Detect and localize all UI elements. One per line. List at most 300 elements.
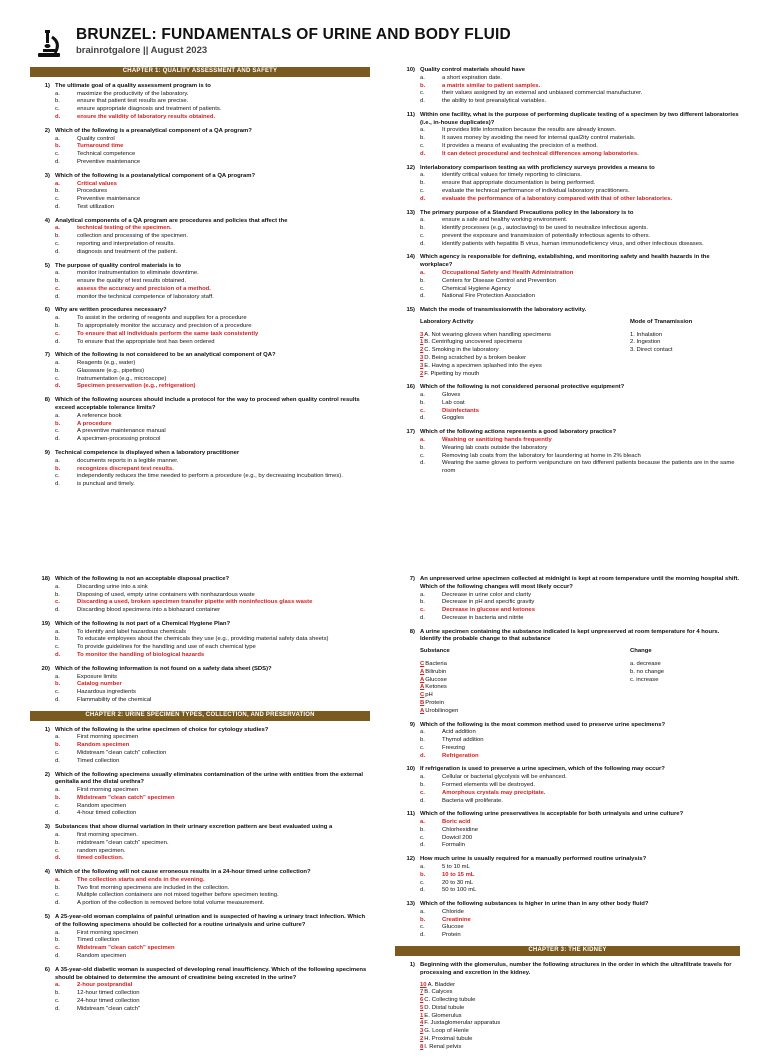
- option-letter: a.: [55, 180, 60, 187]
- correct-option: [420, 83, 740, 91]
- option-text: a short expiration date.: [442, 74, 502, 81]
- question-item: [395, 307, 740, 378]
- option-text: Dowicil 200: [442, 834, 473, 841]
- question-number: 3): [44, 172, 50, 179]
- question-header: [395, 766, 740, 774]
- option: [420, 880, 740, 888]
- option: [55, 803, 370, 811]
- question-item: [30, 307, 370, 346]
- matching-header-left: Substance: [420, 648, 450, 655]
- option-letter: b.: [420, 277, 425, 284]
- option-letter: d.: [55, 900, 60, 907]
- option-text: is punctual and timely.: [77, 481, 135, 488]
- option-letter: d.: [420, 797, 425, 804]
- option: [420, 615, 740, 623]
- matching-row: [420, 677, 740, 685]
- option: [55, 892, 370, 900]
- sequence-answer: 7: [420, 989, 424, 996]
- question-item: [30, 666, 370, 705]
- question-text: A 35-year-old diabetic woman is suspected of developing renal insufficiency. Which of the following specimens should be obtained to determine the amount of creatinine being excreted in the urine?: [55, 966, 367, 981]
- correct-option: [55, 652, 370, 660]
- option-list: [55, 629, 370, 660]
- correct-option: [55, 114, 370, 122]
- option-letter: a.: [55, 628, 60, 635]
- option: [55, 750, 370, 758]
- question-text: Which of the following sources should include a protocol for the way to proceed when quality control results exceed acceptable tolerance limits?: [55, 397, 360, 412]
- option-letter: a.: [55, 270, 60, 277]
- question-number: 1): [44, 82, 50, 89]
- option-letter: a.: [420, 392, 425, 399]
- option-letter: d.: [420, 415, 425, 422]
- option-list: [55, 584, 370, 615]
- option-letter: d.: [55, 1005, 60, 1012]
- matching-choice: 1. Inhalation: [630, 331, 663, 338]
- option: [55, 360, 370, 368]
- option-letter: a.: [420, 269, 425, 276]
- option: [420, 286, 740, 294]
- option-letter: d.: [420, 98, 425, 105]
- matching-row: [420, 347, 740, 355]
- sequence-answer: 5: [420, 1004, 424, 1011]
- option-text: Disposing of used, empty urine containers with nonhazardous waste: [77, 591, 255, 598]
- option-text: 2-hour postprandial: [77, 982, 133, 989]
- sequence-answer: 3: [420, 1028, 424, 1035]
- question-header: [395, 576, 740, 592]
- option-text: ensure that appropriate documentation is being performed.: [442, 180, 596, 187]
- option-text: Hazardous ingredients: [77, 689, 136, 696]
- question-number: 6): [44, 966, 50, 973]
- matching-row: [420, 684, 740, 692]
- option-text: their values assigned by an external and unbiased commercial manufacturer.: [442, 90, 643, 97]
- sequence-row: [420, 982, 740, 990]
- option-text: Refrigeration: [442, 752, 479, 759]
- correct-option: [55, 143, 370, 151]
- question-number: 20): [41, 665, 50, 672]
- option-text: First morning specimen: [77, 929, 139, 936]
- matching-choice: [630, 708, 740, 716]
- option: [420, 127, 740, 135]
- matching-item-text: Bilirubin: [425, 668, 447, 675]
- option: [420, 415, 740, 423]
- option-letter: b.: [55, 188, 60, 195]
- option: [420, 737, 740, 745]
- matching-row: [420, 339, 740, 347]
- option-list: [420, 909, 740, 940]
- option-text: Test utilization: [77, 203, 114, 210]
- correct-option: [55, 225, 370, 233]
- option-list: [55, 674, 370, 705]
- question-text: Which of the following actions represents a good laboratory practice?: [420, 429, 617, 436]
- matching-header: [420, 648, 740, 656]
- sequence-item-text: E. Glomerulus: [424, 1012, 462, 1019]
- option-text: monitor the technical competence of laboratory staff.: [77, 293, 214, 300]
- question-number: 6): [44, 307, 50, 314]
- option-list: [420, 75, 740, 106]
- correct-option: [55, 181, 370, 189]
- option: [420, 90, 740, 98]
- matching-left: [420, 661, 630, 669]
- option-text: 12-hour timed collection: [77, 990, 140, 997]
- option-letter: d.: [55, 114, 61, 121]
- option-text: Chlorhexidine: [442, 826, 479, 833]
- sequence-answer: 10: [420, 981, 427, 988]
- option-text: prevent the exposure and transmission of potentially infectious agents to others.: [442, 232, 651, 239]
- option-letter: a.: [420, 819, 425, 826]
- option-text: recognizes discrepant test results.: [77, 465, 174, 472]
- question-header: [30, 397, 370, 413]
- option-text: evaluate the technical performance of individual laboratory practitioners.: [442, 187, 630, 194]
- option: [420, 827, 740, 835]
- option: [55, 436, 370, 444]
- option: [55, 196, 370, 204]
- option-text: Midstream "clean catch": [77, 1005, 141, 1012]
- correct-option: [420, 196, 740, 204]
- matching-row: [420, 700, 740, 708]
- option-text: 20 to 30 mL: [442, 879, 474, 886]
- sequence-row: [420, 997, 740, 1005]
- option-letter: d.: [55, 293, 60, 300]
- question-header: [395, 67, 740, 75]
- sequence-item-text: A. Bladder: [427, 981, 456, 988]
- option-text: To identify and label hazardous chemicals: [77, 628, 187, 635]
- sequence-item-text: G. Loop of Henle: [424, 1028, 469, 1035]
- option: [55, 832, 370, 840]
- option-letter: c.: [55, 749, 60, 756]
- sequence-item-text: D. Distal tubule: [424, 1004, 465, 1011]
- option-text: Two first morning specimens are included in the collection.: [77, 884, 230, 891]
- option-letter: a.: [420, 774, 425, 781]
- option-letter: d.: [420, 195, 426, 202]
- option-letter: d.: [420, 240, 425, 247]
- matching-item-text: E. Having a specimen splashed into the eyes: [424, 362, 542, 369]
- sequence-row: [420, 1028, 740, 1036]
- option-text: Wearing lab coats outside the laboratory: [442, 444, 548, 451]
- question-item: [30, 128, 370, 167]
- option-text: Amorphous crystals may precipitate.: [442, 789, 546, 796]
- matching-choice: [630, 371, 740, 379]
- option: [420, 729, 740, 737]
- question-text: Which of the following substances is higher in urine than in any other body fluid?: [420, 901, 649, 908]
- question-number: 8): [409, 628, 415, 635]
- matching-row: [420, 371, 740, 379]
- option-text: Goggles: [442, 415, 464, 422]
- option-text: 10 to 15 mL: [442, 871, 475, 878]
- option-letter: c.: [420, 285, 425, 292]
- option-letter: b.: [55, 591, 60, 598]
- option: [420, 599, 740, 607]
- question-header: [30, 263, 370, 271]
- matching-left: [420, 669, 630, 677]
- question-text: The primary purpose of a Standard Precautions policy in the laboratory is to: [420, 209, 634, 216]
- question-header: [30, 218, 370, 226]
- option-text: midstream "clean catch" specimen.: [77, 839, 169, 846]
- option-list: [55, 832, 370, 863]
- question-number: 12): [406, 164, 415, 171]
- option-letter: d.: [420, 887, 425, 894]
- option-list: [55, 270, 370, 301]
- option: [55, 233, 370, 241]
- option-letter: c.: [55, 945, 60, 952]
- option-text: Random specimen: [77, 742, 130, 749]
- question-number: 8): [44, 397, 50, 404]
- option: [55, 1006, 370, 1014]
- question-number: 14): [406, 254, 415, 261]
- question-item: [395, 629, 740, 716]
- option-list: [55, 734, 370, 765]
- question-text: A urine specimen containing the substance indicated is kept unpreserved at room temperature for 4 hours. Identify the probable change to that substance: [420, 628, 720, 643]
- question-number: 7): [44, 352, 50, 359]
- option-text: Midstream "clean catch" specimen: [77, 945, 175, 952]
- option: [420, 924, 740, 932]
- matching-answer: 2: [420, 370, 424, 377]
- matching-left: [420, 355, 630, 363]
- option-text: It saves money by avoiding the need for internal qual2ity control materials.: [442, 135, 636, 142]
- question-header: [395, 629, 740, 645]
- option-letter: a.: [55, 135, 60, 142]
- option-text: Centers for Disease Control and Prevention: [442, 277, 556, 284]
- option-letter: a.: [55, 583, 60, 590]
- question-item: [30, 914, 370, 961]
- option-list: [420, 217, 740, 248]
- question-item: [395, 766, 740, 805]
- option-list: [55, 982, 370, 1013]
- option-letter: c.: [55, 375, 60, 382]
- matching-header-right: Mode of Tranamission: [630, 318, 693, 325]
- question-text: Why are written procedures necessary?: [55, 307, 167, 314]
- matching-choice: 3. Direct contact: [630, 347, 673, 354]
- option-text: Lab coat: [442, 399, 465, 406]
- option-text: Preventive maintenance: [77, 158, 141, 165]
- option: [55, 689, 370, 697]
- question-item: [30, 772, 370, 819]
- option-letter: c.: [55, 240, 60, 247]
- correct-option: [55, 982, 370, 990]
- option-letter: a.: [55, 90, 60, 97]
- question-text: Which of the following is the urine specimen of choice for cytology studies?: [55, 726, 269, 733]
- option-letter: d.: [420, 460, 425, 467]
- matching-choice: [630, 355, 740, 363]
- question-item: [395, 429, 740, 476]
- option: [420, 293, 740, 301]
- option-text: Discarding blood specimens into a biohazard container: [77, 607, 221, 614]
- option-text: Disinfectants: [442, 407, 479, 414]
- option-list: [420, 127, 740, 158]
- option-text: Instrumentation (e.g., microscope): [77, 375, 167, 382]
- question-text: Which agency is responsible for defining, establishing, and monitoring safety and health hazards in the workplace?: [420, 254, 710, 269]
- option-text: Glassware (e.g., pipettes): [77, 367, 145, 374]
- question-item: [395, 856, 740, 895]
- option-letter: b.: [420, 444, 425, 451]
- question-item: [30, 397, 370, 444]
- option-letter: a.: [420, 437, 425, 444]
- option-letter: b.: [55, 420, 61, 427]
- option: [55, 241, 370, 249]
- correct-option: [420, 753, 740, 761]
- option-text: Removing lab coats from the laboratory for laundering at home in 2% bleach: [442, 452, 641, 459]
- question-text: The purpose of quality control materials is to: [55, 262, 182, 269]
- option: [55, 315, 370, 323]
- option-letter: c.: [420, 143, 425, 150]
- sequence-item-text: I. Renal pelvis: [424, 1043, 462, 1050]
- option-text: Quality control: [77, 135, 115, 142]
- option-text: It provides a means of evaluating the precision of a method.: [442, 143, 598, 150]
- question-item: [30, 869, 370, 908]
- option-letter: c.: [420, 607, 425, 614]
- correct-option: [420, 872, 740, 880]
- option-list: [420, 270, 740, 301]
- option-text: Chemical Hygiene Agency: [442, 285, 511, 292]
- option-text: Thymol addition: [442, 737, 484, 744]
- option-letter: b.: [420, 82, 426, 89]
- option: [55, 91, 370, 99]
- option-list: [55, 91, 370, 122]
- option-text: assess the accuracy and precision of a method.: [77, 285, 211, 292]
- question-text: Technical competence is displayed when a laboratory practitioner: [55, 449, 240, 456]
- option: [55, 278, 370, 286]
- option-letter: a.: [420, 864, 425, 870]
- matching-left: [420, 332, 630, 340]
- option-text: Flammability of the chemical: [77, 696, 152, 703]
- option-text: A specimen-processing protocol: [77, 436, 161, 443]
- option-text: a matrix similar to patient samples.: [442, 82, 541, 89]
- option-letter: c.: [420, 90, 425, 97]
- question-text: The ultimate goal of a quality assessment program is to: [55, 82, 211, 89]
- option-text: The collection starts and ends in the evening.: [77, 876, 205, 883]
- matching-answer: A: [420, 707, 425, 714]
- matching-item-text: Protein: [425, 699, 444, 706]
- option: [55, 787, 370, 795]
- option-text: Critical values: [77, 180, 117, 187]
- option-text: A procedure: [77, 420, 112, 427]
- matching-answer: 3: [420, 331, 424, 338]
- question-item: [395, 67, 740, 106]
- option-letter: c.: [55, 802, 60, 809]
- matching-choice: 2. Ingestion: [630, 339, 661, 346]
- option: [420, 864, 740, 872]
- option: [55, 188, 370, 196]
- sequence-row: [420, 1044, 740, 1052]
- question-item: [30, 621, 370, 660]
- option-list: [55, 458, 370, 489]
- option: [55, 159, 370, 167]
- option-text: Timed collection: [77, 937, 120, 944]
- option-text: Chloride: [442, 908, 464, 915]
- question-number: 2): [44, 771, 50, 778]
- matching-choice: [630, 684, 740, 692]
- option-text: identify processes (e.g., autoclaving) to be used to neutralize infectious agents.: [442, 225, 648, 232]
- option-text: 24-hour timed collection: [77, 997, 140, 1004]
- matching-table: [420, 319, 740, 378]
- option-text: A portion of the collection is removed before total volume measurement.: [77, 900, 265, 907]
- correct-option: [55, 466, 370, 474]
- question-text: Which of the following information is not found on a safety data sheet (SDS)?: [55, 665, 272, 672]
- option-letter: b.: [55, 233, 60, 240]
- option-text: Procedures: [77, 188, 108, 195]
- option-letter: b.: [420, 737, 425, 744]
- option-letter: b.: [420, 180, 425, 187]
- option-text: Freezing: [442, 744, 465, 751]
- option-letter: c.: [420, 232, 425, 239]
- option-letter: c.: [55, 689, 60, 696]
- page1-left-column: [30, 67, 370, 495]
- question-item: [30, 263, 370, 302]
- question-header: [30, 621, 370, 629]
- question-number: 15): [406, 307, 415, 314]
- option-text: 4-hour timed collection: [77, 810, 137, 817]
- matching-left: [420, 363, 630, 371]
- question-item: [395, 384, 740, 423]
- question-item: [30, 83, 370, 122]
- microscope-icon: [32, 27, 64, 59]
- matching-answer: C: [420, 692, 425, 699]
- option: [420, 217, 740, 225]
- option: [55, 930, 370, 938]
- question-header: [395, 856, 740, 864]
- question-number: 9): [44, 449, 50, 456]
- question-header: [395, 254, 740, 270]
- option-text: To monitor the handling of biological hazards: [77, 652, 205, 659]
- option-text: random specimen.: [77, 847, 126, 854]
- option-text: To ensure that all individuals perform the same task consistently: [77, 330, 259, 337]
- matching-row: [420, 332, 740, 340]
- option: [420, 278, 740, 286]
- sequence-item-text: F. Juxtaglomerular apparatus: [424, 1020, 501, 1027]
- option-text: Wearing the same gloves to perform venipuncture on two different patients because the patients are in the same room: [442, 460, 735, 475]
- question-item: [30, 352, 370, 391]
- matching-answer: A: [420, 668, 425, 675]
- matching-item-text: D. Being scratched by a broken beaker: [424, 355, 527, 361]
- option-letter: c.: [55, 599, 60, 606]
- matching-item-text: B. Centrifuging uncovered specimens: [424, 339, 523, 346]
- question-number: 9): [409, 721, 415, 728]
- matching-item-text: Urobilinogen: [425, 707, 459, 714]
- sequence-answer: 8: [420, 1043, 424, 1050]
- question-header: [395, 165, 740, 173]
- sequence-row: [420, 1013, 740, 1021]
- matching-choice: a. decrease: [630, 661, 661, 668]
- question-text: Which of the following is a postanalytical component of a QA program?: [55, 172, 256, 179]
- option-text: Acid addition: [442, 729, 476, 736]
- matching-left: [420, 700, 630, 708]
- option: [55, 249, 370, 257]
- option-text: Random specimen: [77, 802, 127, 809]
- sequence-row: [420, 1036, 740, 1044]
- option-text: evaluate the performance of a laboratory compared with that of other laboratories.: [442, 195, 673, 202]
- option: [55, 339, 370, 347]
- option-letter: d.: [55, 696, 60, 703]
- option: [55, 734, 370, 742]
- option-text: Midstream "clean catch" collection: [77, 749, 167, 756]
- question-item: [30, 576, 370, 615]
- option-letter: a.: [55, 225, 60, 232]
- option-text: the ability to test preanalytical variables.: [442, 98, 547, 105]
- option-text: independently reduces the time needed to perform a procedure (e.g., by decreasing incubation times).: [77, 473, 343, 480]
- matching-left: [420, 684, 630, 692]
- option-text: Decrease in urine color and clarity: [442, 591, 532, 598]
- option-letter: a.: [420, 729, 425, 736]
- option-text: Glucose: [442, 924, 464, 931]
- question-item: [30, 727, 370, 766]
- option-text: Boric acid: [442, 819, 471, 826]
- matching-choice: [630, 700, 740, 708]
- option-text: A preventive maintenance manual: [77, 428, 166, 435]
- document-subtitle: brainrotgalore || August 2023: [76, 45, 208, 56]
- question-header: [30, 727, 370, 735]
- sequence-answer: 1: [420, 1012, 424, 1019]
- question-item: [30, 218, 370, 257]
- matching-answer: A: [420, 676, 425, 683]
- option: [420, 592, 740, 600]
